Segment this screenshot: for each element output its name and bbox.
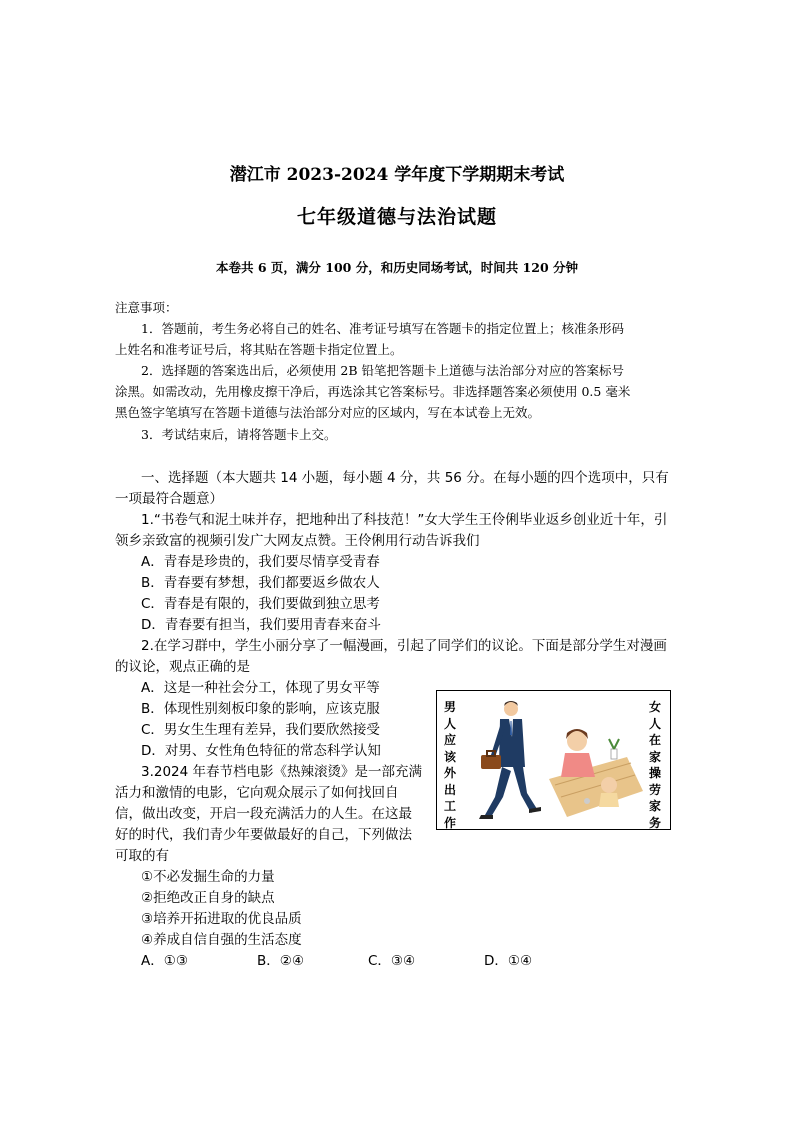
caption-char: 男 bbox=[443, 700, 456, 714]
caption-char: 在 bbox=[648, 733, 661, 747]
paper-title: 七年级道德与法治试题 bbox=[296, 206, 497, 228]
q1-option-c: C．青春是有限的，我们要做到独立思考 bbox=[141, 596, 380, 612]
section-heading: 一、选择题（本大题共 14 小题，每小题 4 分，共 56 分。在每小题的四个选项中，只有 bbox=[141, 470, 669, 486]
caption-char: 出 bbox=[443, 782, 456, 797]
q2-stem: 2.在学习群中，学生小丽分享了一幅漫画，引起了同学们的议论。下面是部分学生对漫画 bbox=[141, 638, 667, 654]
caption-char: 外 bbox=[443, 766, 456, 780]
q1-option-b: B．青春要有梦想，我们都要返乡做农人 bbox=[141, 575, 380, 591]
caption-char: 作 bbox=[443, 815, 456, 830]
caption-char: 家 bbox=[648, 749, 661, 764]
q3-choice-d: D．①④ bbox=[484, 953, 533, 969]
q2-stem-cont: 的议论，观点正确的是 bbox=[115, 659, 250, 675]
notice-line: 上姓名和准考证号后，将其贴在答题卡指定位置上。 bbox=[115, 342, 403, 357]
q1-option-d: D．青春要有担当，我们要用青春来奋斗 bbox=[141, 617, 381, 633]
caption-char: 人 bbox=[443, 716, 456, 731]
caption-char: 应 bbox=[443, 733, 456, 747]
q3-stem-cont: 信，做出改变，开启一段充满活力的人生。在这最 bbox=[115, 806, 412, 822]
q3-stem-cont: 活力和激情的电影，它向观众展示了如何找回自 bbox=[115, 785, 399, 801]
notice-line: 2．选择题的答案选出后，必须使用 2B 铅笔把答题卡上道德与法治部分对应的答案标号 bbox=[141, 363, 625, 378]
q3-stem-cont: 好的时代，我们青少年要做最好的自己，下列做法 bbox=[115, 827, 412, 843]
caption-char: 务 bbox=[648, 815, 661, 830]
caption-char: 女 bbox=[648, 700, 661, 714]
cartoon-figure bbox=[436, 690, 671, 830]
q3-choice-a: A．①③ bbox=[141, 953, 188, 969]
exam-info: 本卷共 6 页，满分 100 分，和历史同场考试，时间共 120 分钟 bbox=[216, 260, 578, 275]
caption-char: 工 bbox=[443, 799, 456, 813]
notice-line: 黑色签字笔填写在答题卡道德与法治部分对应的区域内，写在本试卷上无效。 bbox=[115, 405, 541, 420]
caption-char: 操 bbox=[648, 766, 661, 780]
q3-stem: 3.2024 年春节档电影《热辣滚烫》是一部充满 bbox=[141, 764, 423, 780]
q3-item-3: ③培养开拓进取的优良品质 bbox=[141, 911, 302, 927]
exam-title: 潜江市 2023-2024 学年度下学期期末考试 bbox=[229, 165, 565, 185]
housework-illustration bbox=[547, 719, 645, 819]
caption-char: 该 bbox=[443, 749, 456, 764]
businessman-illustration bbox=[467, 697, 547, 825]
caption-char: 人 bbox=[648, 716, 661, 731]
caption-char: 劳 bbox=[648, 782, 661, 797]
notice-line: 1．答题前，考生务必将自己的姓名、准考证号填写在答题卡的指定位置上；核准条形码 bbox=[141, 321, 624, 336]
q3-choice-b: B．②④ bbox=[257, 953, 304, 969]
caption-char: 家 bbox=[648, 799, 661, 813]
section-heading-cont: 一项最符合题意） bbox=[115, 491, 223, 507]
q3-item-2: ②拒绝改正自身的缺点 bbox=[141, 890, 275, 906]
q3-choice-c: C．③④ bbox=[368, 953, 416, 969]
q1-stem: 1.“书卷气和泥土味并存，把地种出了科技范！”女大学生王伶俐毕业返乡创业近十年，引 bbox=[141, 512, 668, 528]
q1-stem-cont: 领乡亲致富的视频引发广大网友点赞。王伶俐用行动告诉我们 bbox=[115, 533, 480, 549]
q2-option-c: C．男女生生理有差异，我们要欣然接受 bbox=[141, 722, 380, 738]
notice-heading: 注意事项： bbox=[115, 300, 178, 315]
cartoon-right-caption bbox=[646, 699, 664, 830]
notice-line: 涂黑。如需改动，先用橡皮擦干净后，再选涂其它答案标号。非选择题答案必须使用 0.5 毫米 bbox=[115, 384, 631, 399]
q2-option-a: A．这是一种社会分工，体现了男女平等 bbox=[141, 680, 380, 696]
q3-item-1: ①不必发掘生命的力量 bbox=[141, 869, 275, 885]
q1-option-a: A．青春是珍贵的，我们要尽情享受青春 bbox=[141, 554, 380, 570]
cartoon-left-caption bbox=[441, 699, 459, 830]
q3-stem-cont: 可取的有 bbox=[115, 848, 169, 864]
q2-option-b: B．体现性别刻板印象的影响，应该克服 bbox=[141, 701, 380, 717]
notice-line: 3．考试结束后，请将答题卡上交。 bbox=[141, 427, 337, 442]
q2-option-d: D．对男、女性角色特征的常态科学认知 bbox=[141, 743, 381, 759]
q3-item-4: ④养成自信自强的生活态度 bbox=[141, 932, 302, 948]
